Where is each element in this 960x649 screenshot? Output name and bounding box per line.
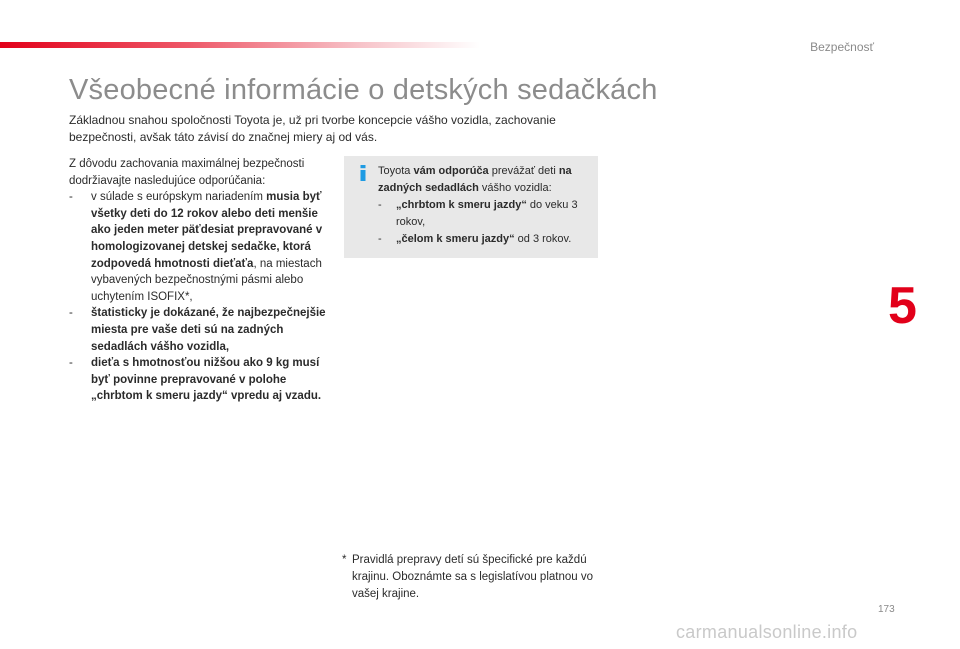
footnote-marker: * <box>342 554 347 566</box>
info-box <box>344 156 598 258</box>
list-item-text: v súlade s európskym nariadením <box>91 191 267 204</box>
list-item: - „chrbtom k smeru jazdy“ do veku 3 rokov, <box>378 197 592 231</box>
watermark: carmanualsonline.info <box>676 622 858 642</box>
list-dash: - <box>69 357 73 370</box>
section-label: Bezpečnosť <box>810 40 874 54</box>
list-item <box>69 189 327 305</box>
page-number: 173 <box>878 604 895 615</box>
header-accent-bar <box>0 42 480 48</box>
list-dash: - <box>378 199 382 211</box>
recommendations-column <box>69 156 327 405</box>
list-item <box>69 355 327 405</box>
list-item-text: , na miestach vybavených bezpečnostnými pásmi alebo uchytením ISOFIX*, <box>91 257 322 303</box>
footnote-text: Pravidlá prepravy detí sú špecifické pre každú krajinu. Oboznámte sa s legislatívou platnou vo vašej krajine. <box>352 554 593 600</box>
list-item-bold-text: štatisticky je dokázané, že najbezpečnejšie miesta pre vaše deti sú na zadných sedadlách vášho vozidla, <box>91 307 326 353</box>
list-item-bold-text: dieťa s hmotnosťou nižšou ako 9 kg musí byť povinne prepravované v polohe „chrbtom k smeru jazdy“ vpredu aj vzadu. <box>91 357 322 403</box>
recommendations-lead: Z dôvodu zachovania maximálnej bezpečnosti dodržiavajte nasledujúce odporúčania: <box>69 158 305 187</box>
list-item-bold-text: musia byť všetky deti do 12 rokov alebo deti menšie ako jeden meter päťdesiat prepravované v homologizovanej detskej sedačke, ktorá zodpovedá hmotnosti dieťaťa <box>91 191 323 270</box>
info-lead: Toyota vám odporúča prevážať deti na zadných sedadlách vášho vozidla: <box>378 165 572 194</box>
list-dash: - <box>69 191 73 204</box>
info-text <box>378 163 592 248</box>
chapter-number: 5 <box>888 277 917 335</box>
list-dash: - <box>378 233 382 245</box>
list-item <box>69 305 327 355</box>
footnote <box>342 552 612 603</box>
info-icon <box>356 165 370 181</box>
list-item: - „čelom k smeru jazdy“ od 3 rokov. <box>378 231 592 248</box>
list-dash: - <box>69 307 73 320</box>
page-title: Všeobecné informácie o detských sedačkách <box>69 74 658 106</box>
intro-paragraph: Základnou snahou spoločnosti Toyota je, už pri tvorbe koncepcie vášho vozidla, zachovanie bezpečnosti, avšak táto závisí do značnej miery aj od vás. <box>69 113 556 144</box>
